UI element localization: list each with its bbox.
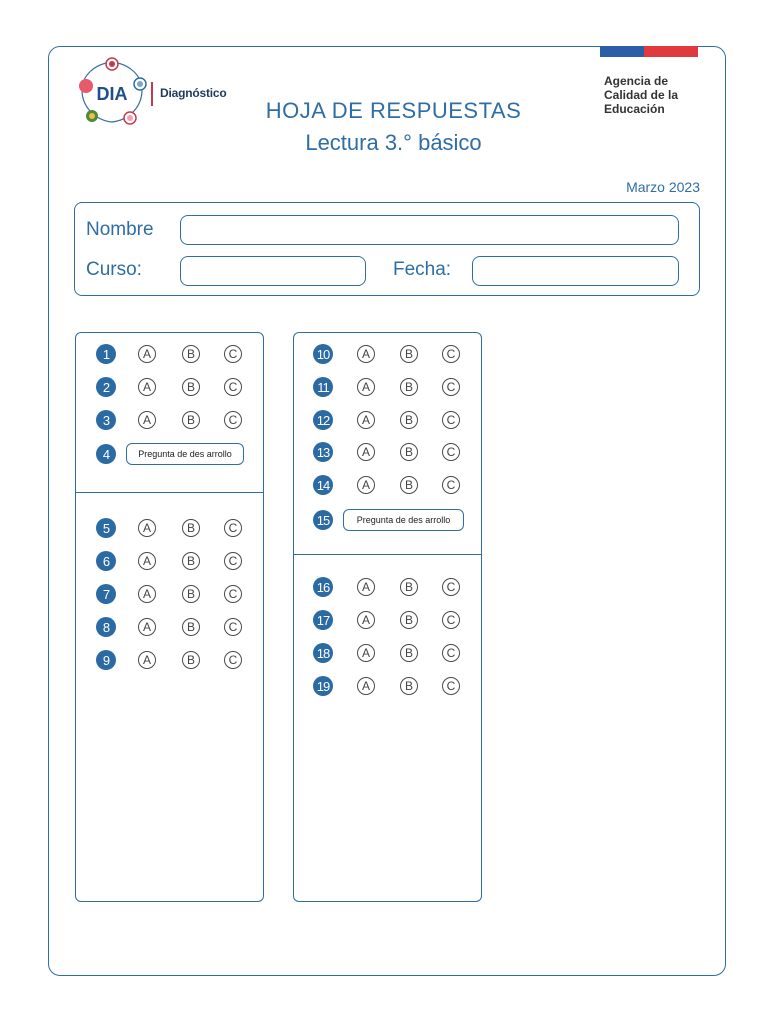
question-number: 17 xyxy=(313,610,333,630)
question-number: 13 xyxy=(313,442,333,462)
option-a-bubble[interactable]: A xyxy=(138,651,156,669)
logo-text: DIA xyxy=(96,84,128,104)
date-field[interactable] xyxy=(472,256,679,286)
option-c-bubble[interactable]: C xyxy=(442,644,460,662)
option-a-bubble[interactable]: A xyxy=(138,585,156,603)
option-c-bubble[interactable]: C xyxy=(442,411,460,429)
name-label: Nombre xyxy=(86,219,154,240)
option-a-bubble[interactable]: A xyxy=(357,611,375,629)
option-b-bubble[interactable]: B xyxy=(400,411,418,429)
question-number: 14 xyxy=(313,475,333,495)
question-number: 4 xyxy=(96,444,116,464)
option-b-bubble[interactable]: B xyxy=(400,611,418,629)
question-number: 19 xyxy=(313,676,333,696)
option-b-bubble[interactable]: B xyxy=(182,552,200,570)
option-b-bubble[interactable]: B xyxy=(182,585,200,603)
flag-stripe xyxy=(600,46,698,57)
option-a-bubble[interactable]: A xyxy=(357,345,375,363)
option-c-bubble[interactable]: C xyxy=(442,443,460,461)
option-b-bubble[interactable]: B xyxy=(182,519,200,537)
option-a-bubble[interactable]: A xyxy=(357,578,375,596)
option-b-bubble[interactable]: B xyxy=(182,651,200,669)
option-b-bubble[interactable]: B xyxy=(400,578,418,596)
question-number: 15 xyxy=(313,510,333,530)
question-number: 2 xyxy=(96,377,116,397)
development-question-box[interactable]: Pregunta de des arrollo xyxy=(343,509,464,531)
option-c-bubble[interactable]: C xyxy=(224,519,242,537)
option-b-bubble[interactable]: B xyxy=(400,378,418,396)
option-b-bubble[interactable]: B xyxy=(182,378,200,396)
date-label: Marzo 2023 xyxy=(626,179,700,195)
option-c-bubble[interactable]: C xyxy=(224,585,242,603)
column-divider xyxy=(76,492,263,493)
question-number: 8 xyxy=(96,617,116,637)
answer-column-2 xyxy=(293,332,482,902)
option-b-bubble[interactable]: B xyxy=(400,443,418,461)
question-number: 6 xyxy=(96,551,116,571)
option-c-bubble[interactable]: C xyxy=(442,345,460,363)
option-c-bubble[interactable]: C xyxy=(224,411,242,429)
name-field[interactable] xyxy=(180,215,679,245)
option-b-bubble[interactable]: B xyxy=(182,618,200,636)
option-a-bubble[interactable]: A xyxy=(357,644,375,662)
question-number: 10 xyxy=(313,344,333,364)
date-field-label: Fecha: xyxy=(393,259,452,280)
question-number: 1 xyxy=(96,344,116,364)
question-number: 7 xyxy=(96,584,116,604)
option-a-bubble[interactable]: A xyxy=(138,378,156,396)
option-b-bubble[interactable]: B xyxy=(400,345,418,363)
option-c-bubble[interactable]: C xyxy=(224,345,242,363)
option-c-bubble[interactable]: C xyxy=(224,651,242,669)
course-label: Curso: xyxy=(86,259,142,280)
option-a-bubble[interactable]: A xyxy=(357,443,375,461)
option-c-bubble[interactable]: C xyxy=(442,611,460,629)
option-b-bubble[interactable]: B xyxy=(400,677,418,695)
option-a-bubble[interactable]: A xyxy=(138,345,156,363)
option-c-bubble[interactable]: C xyxy=(442,476,460,494)
option-a-bubble[interactable]: A xyxy=(138,552,156,570)
logo-label: Diagnóstico xyxy=(160,86,227,100)
question-number: 16 xyxy=(313,577,333,597)
answer-column-1 xyxy=(75,332,264,902)
question-number: 5 xyxy=(96,518,116,538)
question-number: 12 xyxy=(313,410,333,430)
student-info-box xyxy=(74,202,700,296)
option-c-bubble[interactable]: C xyxy=(442,378,460,396)
page-subtitle: Lectura 3.° básico xyxy=(305,130,482,155)
option-c-bubble[interactable]: C xyxy=(224,618,242,636)
option-a-bubble[interactable]: A xyxy=(357,476,375,494)
option-a-bubble[interactable]: A xyxy=(357,677,375,695)
development-question-box[interactable]: Pregunta de des arrollo xyxy=(126,443,244,465)
question-number: 3 xyxy=(96,410,116,430)
option-c-bubble[interactable]: C xyxy=(442,677,460,695)
option-a-bubble[interactable]: A xyxy=(357,411,375,429)
question-number: 9 xyxy=(96,650,116,670)
column-divider xyxy=(294,554,481,555)
option-b-bubble[interactable]: B xyxy=(400,644,418,662)
option-b-bubble[interactable]: B xyxy=(400,476,418,494)
option-a-bubble[interactable]: A xyxy=(138,519,156,537)
option-b-bubble[interactable]: B xyxy=(182,411,200,429)
course-field[interactable] xyxy=(180,256,366,286)
option-a-bubble[interactable]: A xyxy=(357,378,375,396)
page-title: HOJA DE RESPUESTAS xyxy=(265,98,522,123)
option-c-bubble[interactable]: C xyxy=(224,378,242,396)
question-number: 11 xyxy=(313,377,333,397)
agency-name: Agencia de Calidad de la Educación xyxy=(604,74,679,116)
question-number: 18 xyxy=(313,643,333,663)
option-a-bubble[interactable]: A xyxy=(138,411,156,429)
option-a-bubble[interactable]: A xyxy=(138,618,156,636)
option-b-bubble[interactable]: B xyxy=(182,345,200,363)
option-c-bubble[interactable]: C xyxy=(442,578,460,596)
option-c-bubble[interactable]: C xyxy=(224,552,242,570)
